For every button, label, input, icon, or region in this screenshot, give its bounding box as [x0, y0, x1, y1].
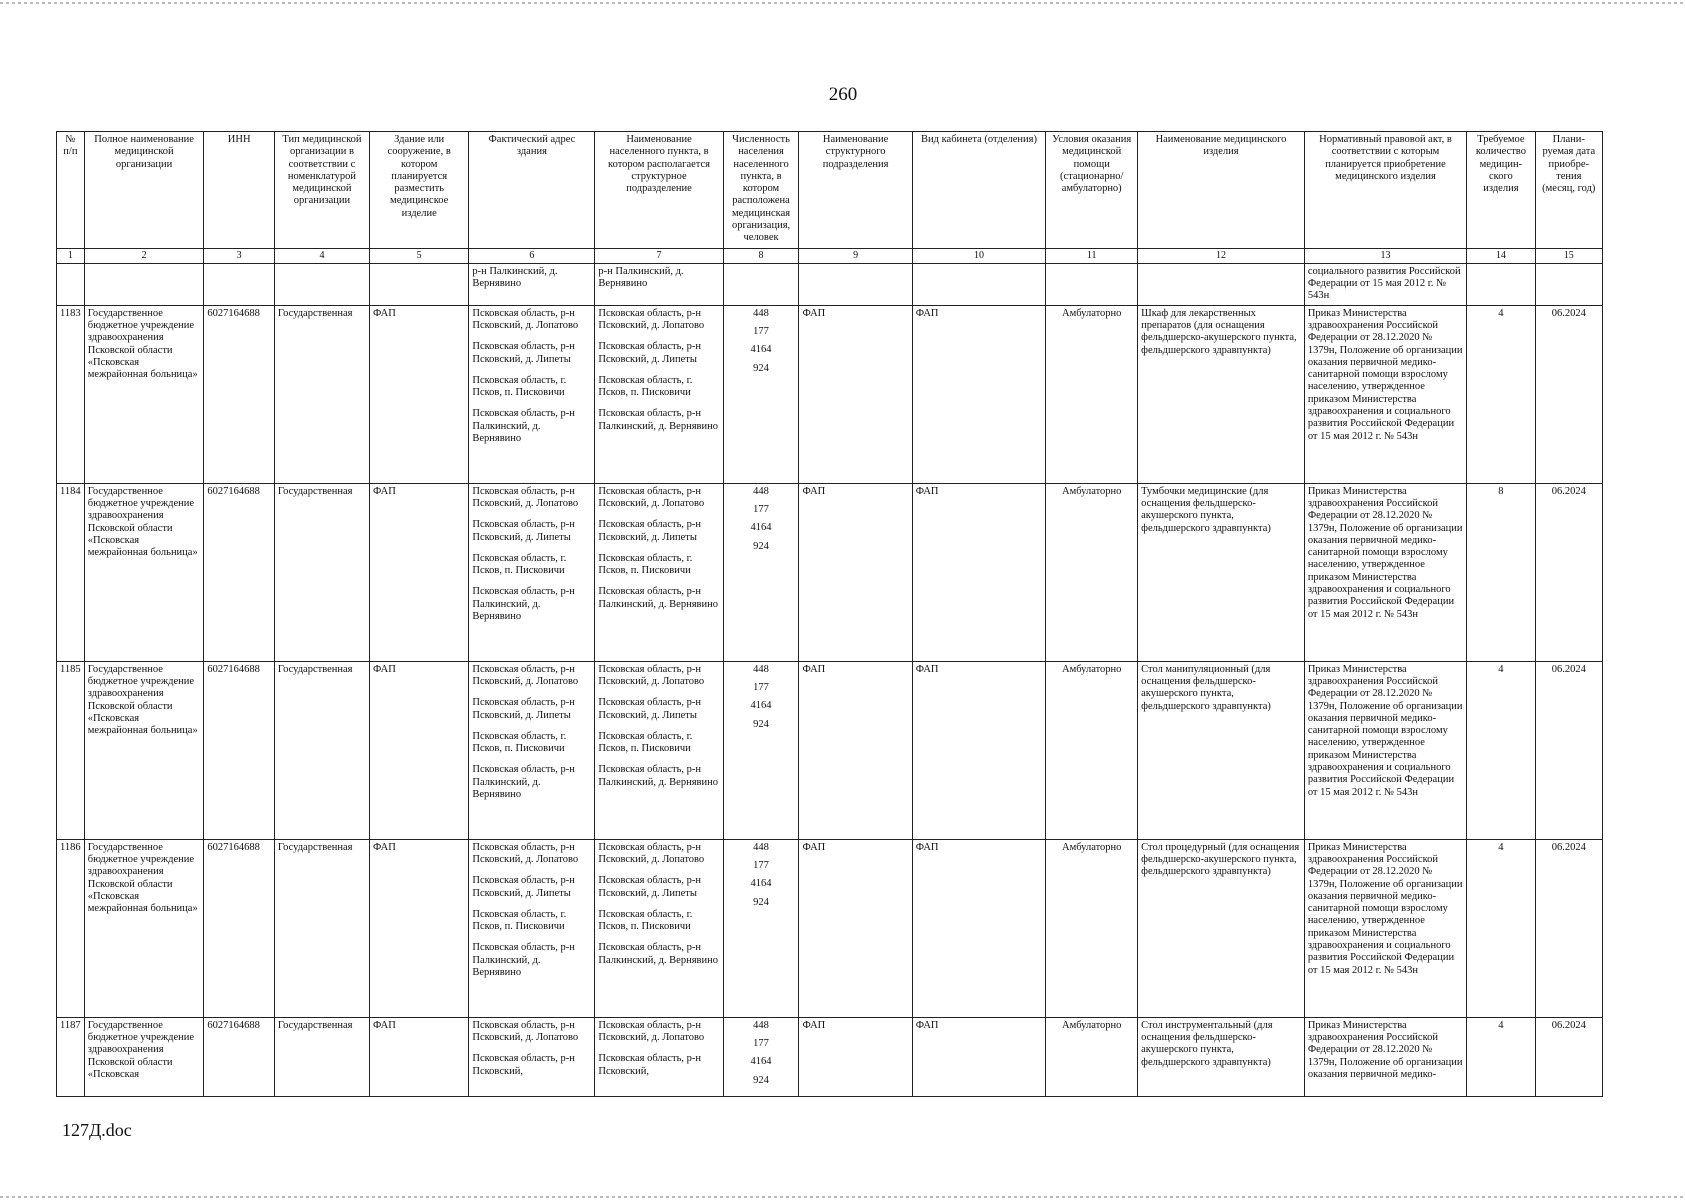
unit-cell: ФАП: [799, 483, 912, 661]
table-row: [57, 839, 1603, 1017]
conditions-cell: Амбулаторно: [1046, 1017, 1138, 1096]
column-number: 8: [723, 249, 799, 264]
legal-act-cell: социального развития Российской Федерации от 15 мая 2012 г. № 543н: [1304, 263, 1466, 305]
building-cell: ФАП: [370, 305, 469, 483]
population-item: 4164: [750, 344, 772, 356]
settlement-item: Псковская область, р-н Палкинский, д. Вернявино: [598, 408, 718, 432]
building-cell: ФАП: [370, 839, 469, 1017]
inn-cell: 6027164688: [204, 1017, 275, 1096]
footer-filename: 127Д.doc: [62, 1120, 132, 1140]
population-item: 448: [753, 307, 769, 319]
legal-act-cell: Приказ Министерства здравоохранения Российской Федерации от 28.12.2020 № 1379н, Положение об организации оказания первичной медико-санитарной помощи взрослому населению, утвержденное приказом Министерства здравоохранения и социального развития Российской Федерации от 15 мая 2012 г. № 543н: [1304, 305, 1466, 483]
table-cell: [57, 263, 85, 305]
building-cell: ФАП: [370, 483, 469, 661]
conditions-cell: Амбулаторно: [1046, 661, 1138, 839]
address-item: Псковская область, г. Псков, п. Писковичи: [472, 908, 567, 933]
address-item: Псковская область, р-н Палкинский, д. Вернявино: [472, 942, 575, 978]
column-number: 3: [204, 249, 275, 264]
date-cell: 06.2024: [1535, 305, 1602, 483]
address-item: Псковская область, р-н Псковский, д. Липеты: [472, 697, 575, 721]
settlement-item: Псковская область, р-н Псковский, д. Липеты: [598, 519, 701, 543]
header-cell: Условия оказания медицинской помощи (стационарно/ амбулаторно): [1046, 132, 1138, 249]
settlement-item: Псковская область, р-н Псковский, д. Липеты: [598, 875, 701, 899]
table-row: [57, 1017, 1603, 1096]
row-number-cell: 1185: [57, 661, 85, 839]
address-item: Псковская область, р-н Псковский, д. Лопатово: [472, 841, 579, 865]
population-item: 924: [753, 1074, 769, 1086]
settlement-item: Псковская область, р-н Псковский, д. Лопатово: [598, 485, 705, 509]
population-item: 177: [753, 681, 769, 693]
address-item: Псковская область, г. Псков, п. Писковичи: [472, 730, 567, 755]
organization-cell: Государственное бюджетное учреждение здравоохранения Псковской области «Псковская межрайонная больница»: [84, 839, 204, 1017]
date-cell: 06.2024: [1535, 839, 1602, 1017]
conditions-cell: Амбулаторно: [1046, 305, 1138, 483]
org-type-cell: Государственная: [274, 305, 369, 483]
quantity-cell: 4: [1467, 661, 1535, 839]
header-cell: Плани-руемая дата приобре-тения (месяц, год): [1535, 132, 1602, 249]
settlement-cell: [595, 839, 723, 1017]
scan-edge-bottom: [0, 1196, 1686, 1198]
population-item: 924: [753, 362, 769, 374]
org-type-cell: Государственная: [274, 661, 369, 839]
table-row: [57, 661, 1603, 839]
population-cell: [723, 1017, 799, 1096]
inn-cell: 6027164688: [204, 483, 275, 661]
settlement-cell: [595, 661, 723, 839]
equipment-register-table: [56, 131, 1603, 1097]
table-cell: [370, 263, 469, 305]
settlement-item: Псковская область, р-н Псковский, д. Лопатово: [598, 841, 705, 865]
header-cell: Фактический адрес здания: [469, 132, 595, 249]
settlement-item: Псковская область, г. Псков, п. Писковичи: [598, 908, 693, 933]
header-cell: Тип медицинской организации в соответствии с номенклатурой медицинской организации: [274, 132, 369, 249]
unit-cell: ФАП: [799, 839, 912, 1017]
organization-cell: Государственное бюджетное учреждение здравоохранения Псковской области «Псковская: [84, 1017, 204, 1096]
table-cell: [1138, 263, 1305, 305]
population-item: 448: [753, 485, 769, 497]
settlement-item: Псковская область, р-н Псковский, д. Лопатово: [598, 307, 705, 331]
inn-cell: 6027164688: [204, 839, 275, 1017]
address-item: Псковская область, р-н Палкинский, д. Вернявино: [472, 408, 575, 444]
column-number: 7: [595, 249, 723, 264]
address-cell: [469, 1017, 595, 1096]
cabinet-cell: ФАП: [912, 839, 1046, 1017]
column-number: 5: [370, 249, 469, 264]
table-cell: [912, 263, 1046, 305]
settlement-cell: [595, 305, 723, 483]
population-item: 448: [753, 1019, 769, 1031]
column-number: 6: [469, 249, 595, 264]
population-item: 4164: [750, 522, 772, 534]
column-number: 2: [84, 249, 204, 264]
table-cell: [1467, 263, 1535, 305]
header-cell: ИНН: [204, 132, 275, 249]
settlement-item: Псковская область, г. Псков, п. Писковичи: [598, 552, 693, 577]
address-item: Псковская область, р-н Псковский, д. Лопатово: [472, 485, 579, 509]
conditions-cell: Амбулаторно: [1046, 839, 1138, 1017]
settlement-item: Псковская область, р-н Псковский, д. Лопатово: [598, 1019, 705, 1043]
scan-edge-top: [0, 2, 1686, 4]
quantity-cell: 4: [1467, 1017, 1535, 1096]
org-type-cell: Государственная: [274, 483, 369, 661]
continuation-row: [57, 263, 1603, 305]
cabinet-cell: ФАП: [912, 305, 1046, 483]
device-cell: Стол процедурный (для оснащения фельдшерско-акушерского пункта, фельдшерского здравпункта): [1138, 839, 1305, 1017]
legal-act-cell: Приказ Министерства здравоохранения Российской Федерации от 28.12.2020 № 1379н, Положение об организации оказания первичной медико-: [1304, 1017, 1466, 1096]
population-cell: [723, 483, 799, 661]
header-cell: Вид кабинета (отделения): [912, 132, 1046, 249]
population-item: 177: [753, 503, 769, 515]
organization-cell: Государственное бюджетное учреждение здравоохранения Псковской области «Псковская межрайонная больница»: [84, 661, 204, 839]
column-number: 14: [1467, 249, 1535, 264]
header-cell: Здание или сооружение, в котором планируется разместить медицинское изделие: [370, 132, 469, 249]
settlement-cell: [595, 1017, 723, 1096]
organization-cell: Государственное бюджетное учреждение здравоохранения Псковской области «Псковская межрайонная больница»: [84, 305, 204, 483]
population-item: 448: [753, 841, 769, 853]
table-cell: [274, 263, 369, 305]
settlement-item: Псковская область, р-н Палкинский, д. Вернявино: [598, 586, 718, 610]
settlement-item: Псковская область, р-н Псковский, д. Липеты: [598, 341, 701, 365]
device-cell: Шкаф для лекарственных препаратов (для оснащения фельдшерско-акушерского пункта, фельдшерского здравпункта): [1138, 305, 1305, 483]
column-number: 13: [1304, 249, 1466, 264]
table-row: [57, 483, 1603, 661]
address-cell: [469, 839, 595, 1017]
column-number: 10: [912, 249, 1046, 264]
population-item: 924: [753, 540, 769, 552]
quantity-cell: 4: [1467, 305, 1535, 483]
address-cell: [469, 305, 595, 483]
column-number-row: [57, 249, 1603, 264]
settlement-item: Псковская область, р-н Псковский,: [598, 1053, 701, 1077]
table-cell: [1535, 263, 1602, 305]
population-item: 177: [753, 859, 769, 871]
address-item: Псковская область, г. Псков, п. Писковичи: [472, 374, 567, 399]
address-item: Псковская область, р-н Палкинский, д. Вернявино: [472, 586, 575, 622]
unit-cell: ФАП: [799, 661, 912, 839]
settlement-item: Псковская область, р-н Палкинский, д. Вернявино: [598, 942, 718, 966]
population-cell: [723, 839, 799, 1017]
address-item: Псковская область, р-н Псковский, д. Лопатово: [472, 307, 579, 331]
population-item: 177: [753, 1037, 769, 1049]
building-cell: ФАП: [370, 661, 469, 839]
device-cell: Тумбочки медицинские (для оснащения фельдшерско-акушерского пункта, фельдшерского здравпункта): [1138, 483, 1305, 661]
population-item: 4164: [750, 1056, 772, 1068]
unit-cell: ФАП: [799, 305, 912, 483]
header-cell: Наименование структурного подразделения: [799, 132, 912, 249]
table-cell: [799, 263, 912, 305]
address-item: Псковская область, р-н Псковский, д. Липеты: [472, 875, 575, 899]
population-item: 4164: [750, 878, 772, 890]
column-number: 9: [799, 249, 912, 264]
quantity-cell: 4: [1467, 839, 1535, 1017]
settlement-item: Псковская область, р-н Псковский, д. Липеты: [598, 697, 701, 721]
population-item: 448: [753, 663, 769, 675]
population-cell: [723, 661, 799, 839]
legal-act-cell: Приказ Министерства здравоохранения Российской Федерации от 28.12.2020 № 1379н, Положение об организации оказания первичной медико-санитарной помощи взрослому населению, утвержденное приказом Министерства здравоохранения и социального развития Российской Федерации от 15 мая 2012 г. № 543н: [1304, 483, 1466, 661]
building-cell: ФАП: [370, 1017, 469, 1096]
address-item: Псковская область, р-н Псковский, д. Липеты: [472, 519, 575, 543]
row-number-cell: 1183: [57, 305, 85, 483]
address-item: Псковская область, р-н Палкинский, д. Вернявино: [472, 764, 575, 800]
address-item: Псковская область, р-н Псковский, д. Лопатово: [472, 663, 579, 687]
column-number: 11: [1046, 249, 1138, 264]
column-number: 12: [1138, 249, 1305, 264]
inn-cell: 6027164688: [204, 305, 275, 483]
header-row: [57, 132, 1603, 249]
header-cell: Численность населения населенного пункта, в котором расположена медицинская организация, человек: [723, 132, 799, 249]
address-cell: [469, 483, 595, 661]
population-cell: [723, 305, 799, 483]
address-cell: [469, 661, 595, 839]
row-number-cell: 1187: [57, 1017, 85, 1096]
header-cell: Наименование медицинского изделия: [1138, 132, 1305, 249]
population-item: 924: [753, 896, 769, 908]
legal-act-cell: Приказ Министерства здравоохранения Российской Федерации от 28.12.2020 № 1379н, Положение об организации оказания первичной медико-санитарной помощи взрослому населению, утвержденное приказом Министерства здравоохранения и социального развития Российской Федерации от 15 мая 2012 г. № 543н: [1304, 839, 1466, 1017]
header-cell: Требуемое количество медицин-ского изделия: [1467, 132, 1535, 249]
unit-cell: ФАП: [799, 1017, 912, 1096]
row-number-cell: 1186: [57, 839, 85, 1017]
date-cell: 06.2024: [1535, 661, 1602, 839]
device-cell: Стол инструментальный (для оснащения фельдшерско-акушерского пункта, фельдшерского здравпункта): [1138, 1017, 1305, 1096]
settlement-item: Псковская область, г. Псков, п. Писковичи: [598, 730, 693, 755]
table-cell: [204, 263, 275, 305]
address-item: Псковская область, р-н Псковский,: [472, 1053, 575, 1077]
date-cell: 06.2024: [1535, 483, 1602, 661]
cabinet-cell: ФАП: [912, 483, 1046, 661]
address-cell: р-н Палкинский, д. Вернявино: [469, 263, 595, 305]
column-number: 1: [57, 249, 85, 264]
conditions-cell: Амбулаторно: [1046, 483, 1138, 661]
org-type-cell: Государственная: [274, 1017, 369, 1096]
settlement-item: Псковская область, г. Псков, п. Писковичи: [598, 374, 693, 399]
table-cell: [84, 263, 204, 305]
column-number: 4: [274, 249, 369, 264]
address-item: Псковская область, р-н Псковский, д. Липеты: [472, 341, 575, 365]
cabinet-cell: ФАП: [912, 1017, 1046, 1096]
device-cell: Стол манипуляционный (для оснащения фельдшерско-акушерского пункта, фельдшерского здравпункта): [1138, 661, 1305, 839]
header-cell: Наименование населенного пункта, в котором располагается структурное подразделение: [595, 132, 723, 249]
population-item: 924: [753, 718, 769, 730]
population-item: 4164: [750, 700, 772, 712]
org-type-cell: Государственная: [274, 839, 369, 1017]
table-cell: [1046, 263, 1138, 305]
header-cell: № п/п: [57, 132, 85, 249]
settlement-cell: р-н Палкинский, д. Вернявино: [595, 263, 723, 305]
settlement-item: Псковская область, р-н Псковский, д. Лопатово: [598, 663, 705, 687]
quantity-cell: 8: [1467, 483, 1535, 661]
settlement-item: Псковская область, р-н Палкинский, д. Вернявино: [598, 764, 718, 788]
date-cell: 06.2024: [1535, 1017, 1602, 1096]
cabinet-cell: ФАП: [912, 661, 1046, 839]
header-cell: Полное наименование медицинской организации: [84, 132, 204, 249]
row-number-cell: 1184: [57, 483, 85, 661]
address-item: Псковская область, р-н Псковский, д. Лопатово: [472, 1019, 579, 1043]
organization-cell: Государственное бюджетное учреждение здравоохранения Псковской области «Псковская межрайонная больница»: [84, 483, 204, 661]
inn-cell: 6027164688: [204, 661, 275, 839]
header-cell: Нормативный правовой акт, в соответствии с которым планируется приобретение медицинского изделия: [1304, 132, 1466, 249]
column-number: 15: [1535, 249, 1602, 264]
table-cell: [723, 263, 799, 305]
address-item: Псковская область, г. Псков, п. Писковичи: [472, 552, 567, 577]
population-item: 177: [753, 325, 769, 337]
settlement-cell: [595, 483, 723, 661]
table-row: [57, 305, 1603, 483]
legal-act-cell: Приказ Министерства здравоохранения Российской Федерации от 28.12.2020 № 1379н, Положение об организации оказания первичной медико-санитарной помощи взрослому населению, утвержденное приказом Министерства здравоохранения и социального развития Российской Федерации от 15 мая 2012 г. № 543н: [1304, 661, 1466, 839]
page-number: 260: [828, 84, 858, 105]
